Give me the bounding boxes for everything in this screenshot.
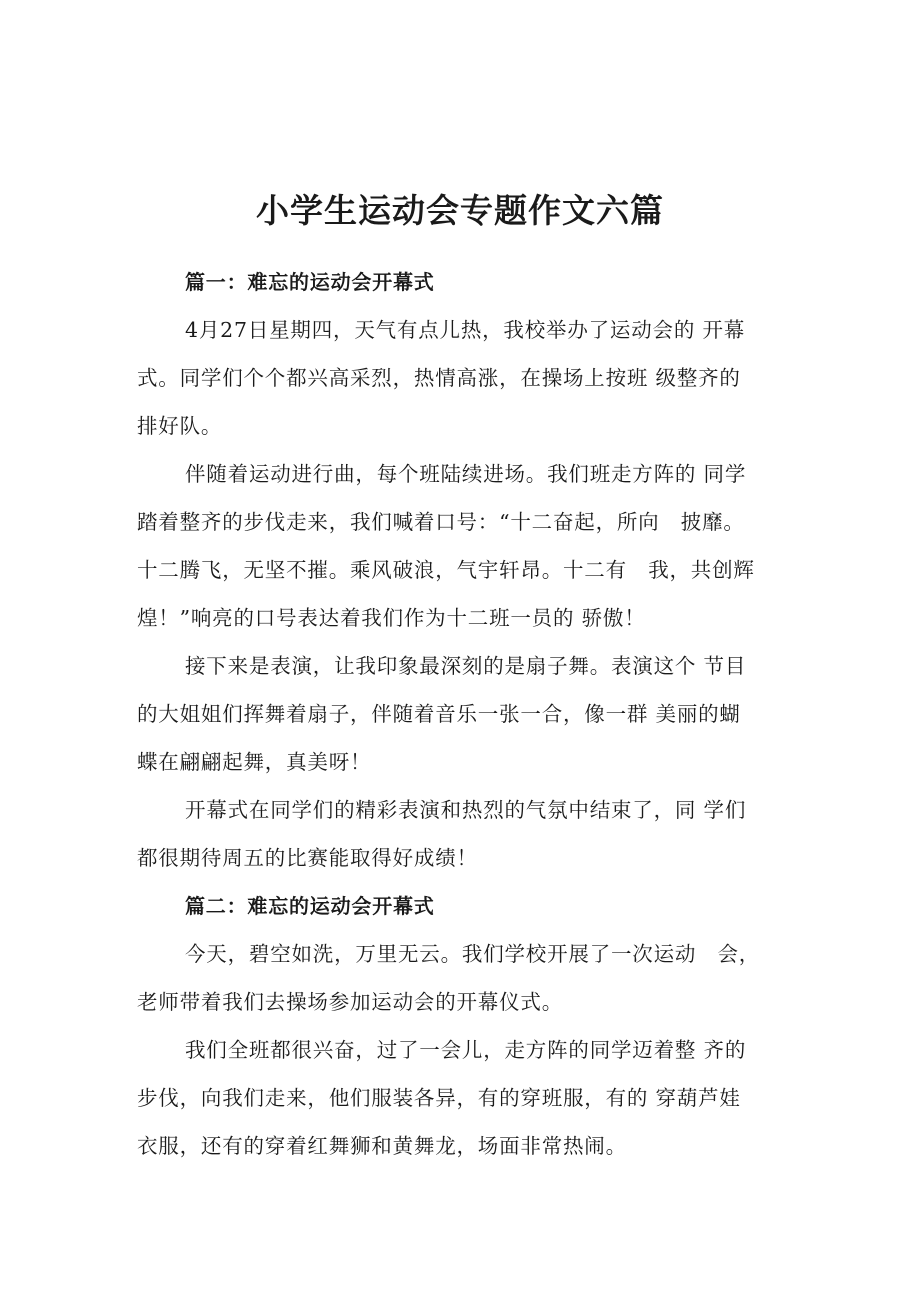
text-line: 衣服，还有的穿着红舞狮和黄舞龙，场面非常热闹。: [137, 1134, 627, 1158]
text-line: 接下来是表演，让我印象最深刻的是扇子舞。表演这个 节目: [185, 654, 747, 678]
text-line: 式。同学们个个都兴高采烈，热情高涨，在操场上按班 级整齐的: [137, 366, 741, 390]
document-body: [137, 258, 789, 1170]
section-heading-1: 篇一：难忘的运动会开幕式: [185, 270, 435, 294]
text-line: 步伐，向我们走来，他们服装各异，有的穿班服，有的 穿葫芦娃: [137, 1086, 741, 1110]
paragraph: [137, 450, 789, 642]
text-line: 踏着整齐的步伐走来，我们喊着口号：“十二奋起，所向 披靡。: [137, 510, 745, 534]
text-line: 今天，碧空如洗，万里无云。我们学校开展了一次运动 会，: [185, 942, 761, 966]
text-line: 开幕式在同学们的精彩表演和热烈的气氛中结束了，同 学们: [185, 798, 747, 822]
section-heading-2: 篇二：难忘的运动会开幕式: [185, 894, 435, 918]
page-title: 小学生运动会专题作文六篇: [256, 191, 664, 231]
text-line: 排好队。: [137, 414, 223, 438]
paragraph: [137, 642, 789, 786]
text-line: 4月27日星期四，天气有点儿热，我校举办了运动会的 开幕: [185, 318, 746, 342]
paragraph: [137, 1026, 789, 1170]
paragraph: [137, 930, 789, 1026]
text-line: 老师带着我们去操场参加运动会的开幕仪式。: [137, 990, 563, 1014]
text-line: 我们全班都很兴奋，过了一会儿，走方阵的同学迈着整 齐的: [185, 1038, 747, 1062]
text-line: 煌！”响亮的口号表达着我们作为十二班一员的 骄傲！: [137, 606, 646, 630]
text-line: 的大姐姐们挥舞着扇子，伴随着音乐一张一合，像一群 美丽的蝴: [137, 702, 741, 726]
paragraph: [137, 786, 789, 882]
text-line: 蝶在翩翩起舞，真美呀！: [137, 750, 372, 774]
text-line: 都很期待周五的比赛能取得好成绩！: [137, 846, 478, 870]
paragraph: [137, 306, 789, 450]
text-line: 十二腾飞，无坚不摧。乘风破浪，气宇轩昂。十二有 我，共创辉: [137, 558, 755, 582]
text-line: 伴随着运动进行曲，每个班陆续进场。我们班走方阵的 同学: [185, 462, 747, 486]
